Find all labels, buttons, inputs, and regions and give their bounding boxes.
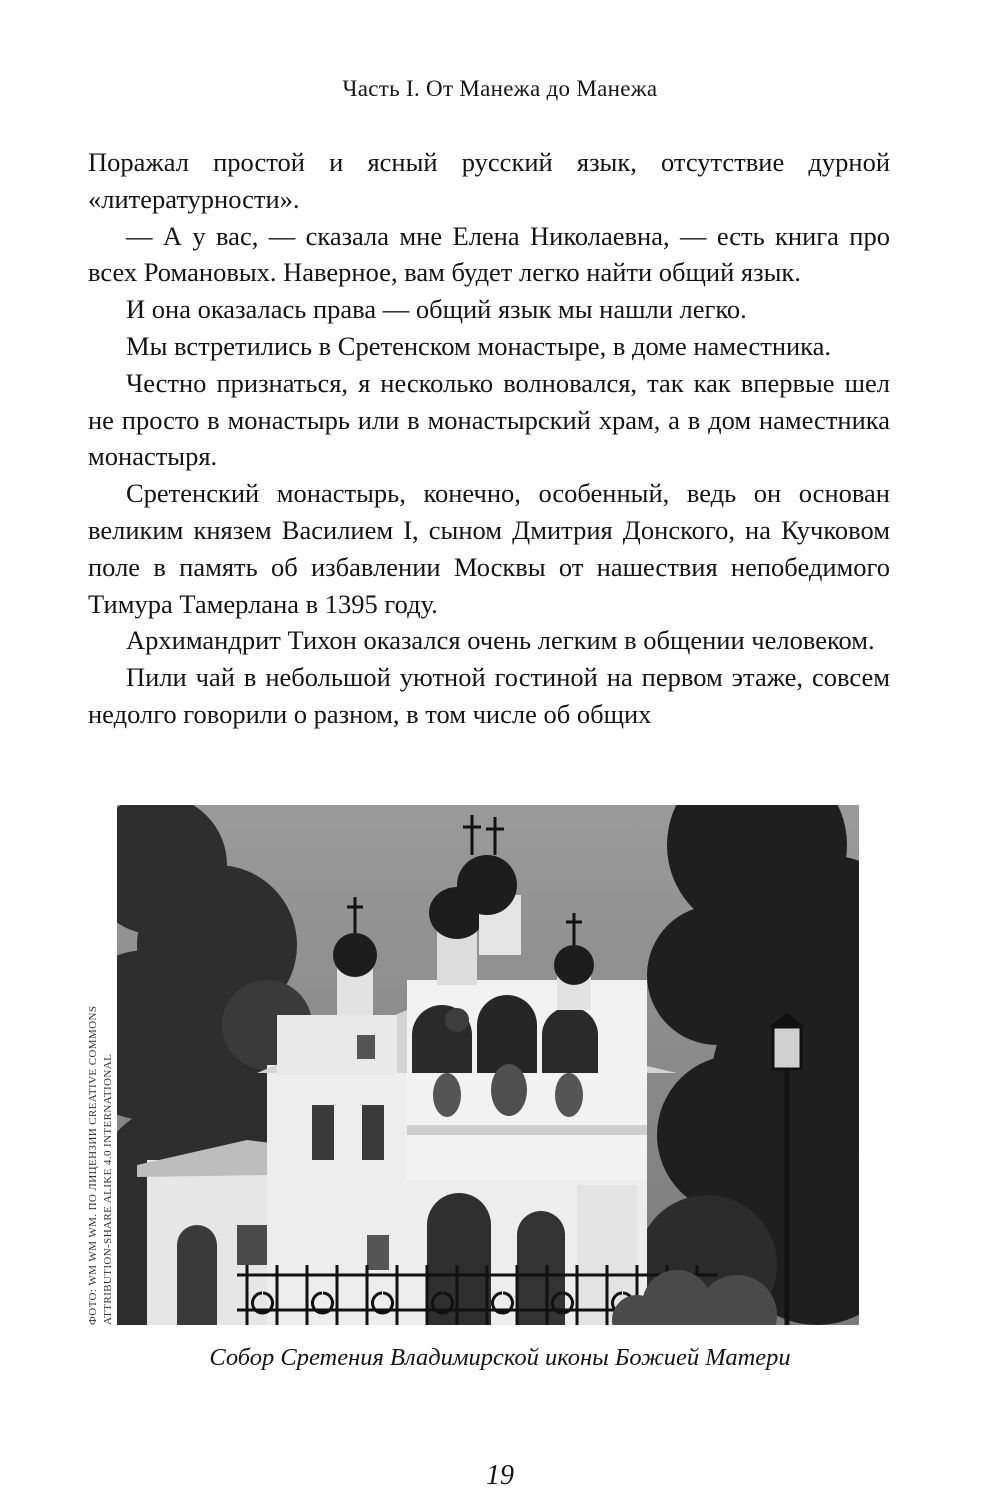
- cathedral-body: [257, 980, 677, 1325]
- paragraph: Честно признаться, я несколько волновался, так как впервые шел не просто в монастырь или в монастырский храм, а в дом наместника монастыря.: [88, 367, 890, 472]
- paragraph: И она оказалась права — общий язык мы нашли легко.: [126, 294, 747, 325]
- photo-credit-line: ФОТО: WM WM WM. ПО ЛИЦЕНЗИИ CREATIVE COMMONS: [87, 1005, 99, 1325]
- cathedral-photo: [117, 805, 859, 1325]
- paragraph: Пили чай в небольшой уютной гостиной на первом этаже, совсем недолго говорили о разном, в том числе об общих: [88, 662, 890, 729]
- paragraph: Архимандрит Тихон оказался очень легким в общении человеком.: [126, 625, 875, 656]
- figure-caption: Собор Сретения Владимирской иконы Божией Матери: [209, 1344, 791, 1371]
- running-title: Часть I. От Манежа до Манежа: [342, 76, 658, 101]
- photo-credit-line: ATTRIBUTION-SHARE ALIKE 4.0 INTERNATIONAL: [102, 1053, 114, 1325]
- paragraph: Сретенский монастырь, конечно, особенный, ведь он основан великим князем Василием I, сыном Дмитрия Донского, на Кучковом поле в память об избавлении Москвы от нашествия непобедимого Тимура Тамерлана в 1395 году.: [88, 478, 890, 619]
- paragraph: Мы встретились в Сретенском монастыре, в доме наместника.: [126, 330, 832, 361]
- body-text: [88, 144, 890, 733]
- cathedral-illustration: [117, 805, 859, 1325]
- paragraph: — А у вас, — сказала мне Елена Николаевна, — есть книга про всех Романовых. Наверное, вам будет легко найти общий язык.: [88, 220, 890, 288]
- page-number: 19: [486, 1460, 514, 1491]
- photo-credit: [86, 945, 118, 1325]
- paragraph: Поражал простой и ясный русский язык, отсутствие дурной «литературности».: [88, 147, 890, 214]
